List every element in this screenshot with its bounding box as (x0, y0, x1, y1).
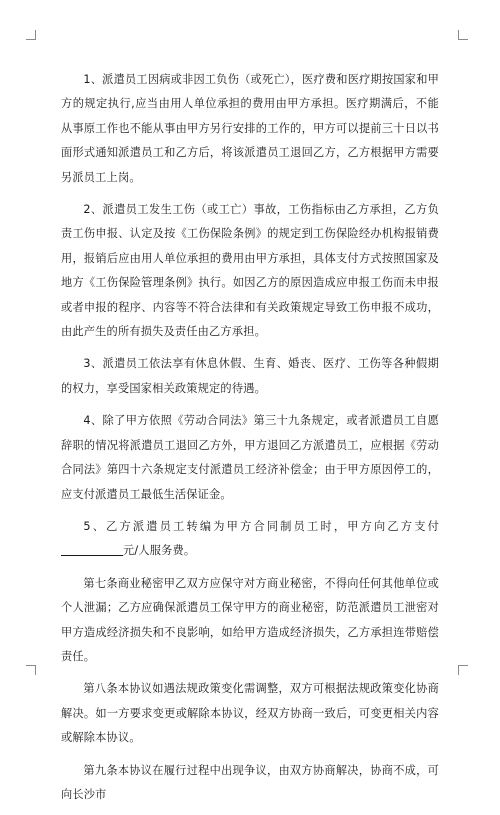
paragraph-article-7: 第七条商业秘密甲乙双方应保守对方商业秘密，不得向任何其他单位或个人泄漏；乙方应确保派遣员工保守甲方的商业秘密，防范派遣员工泄密对甲方造成经济损失和不良影响，如给甲方造成经济损失，乙方承担连带赔偿责任。 (61, 576, 439, 663)
crop-mark-top-right (458, 30, 468, 40)
crop-mark-bottom-left (26, 665, 36, 675)
fill-in-blank-line (61, 543, 123, 556)
paragraph-article-9: 第九条本协议在履行过程中出现争议，由双方协商解决，协商不成，可向长沙市 (61, 763, 439, 801)
paragraph-clause-4: 4、除了甲方依照《劳动合同法》第三十九条规定，或者派遣员工自愿辞职的情况将派遣员工退回乙方外，甲方退回乙方派遣员工，应根据《劳动合同法》第四十六条规定支付派遣员工经济补偿金；由于甲方原因停工的，应支付派遣员工最低生活保证金。 (61, 414, 439, 501)
clause-5-text-after-blank: 元/人服务费。 (123, 544, 196, 558)
paragraph-article-8: 第八条本协议如遇法规政策变化需调整，双方可根据法规政策变化协商解决。如一方要求变更或解除本协议，经双方协商一致后，可变更相关内容或解除本协议。 (61, 682, 439, 745)
clause-5-text-before-blank: 5、乙方派遣员工转编为甲方合同制员工时，甲方向乙方支付 (83, 519, 439, 533)
crop-mark-top-left (26, 30, 36, 40)
paragraph-clause-3: 3、派遣员工依法享有休息休假、生育、婚丧、医疗、工伤等各种假期的权力，享受国家相关政策规定的待遇。 (61, 357, 439, 395)
crop-mark-bottom-right (458, 665, 468, 675)
document-body (61, 68, 439, 815)
paragraph-clause-1: 1、派遣员工因病或非因工负伤（或死亡），医疗费和医疗期按国家和甲方的规定执行,应当由用人单位承担的费用由甲方承担。医疗期满后，不能从事原工作也不能从事由甲方另行安排的工作的，甲方可以提前三十日以书面形式通知派遣员工和乙方后，将该派遣员工退回乙方，乙方根据甲方需要另派员工上岗。 (61, 73, 439, 184)
paragraph-clause-2: 2、派遣员工发生工伤（或工亡）事故，工伤指标由乙方承担，乙方负责工伤申报、认定及按《工伤保险条例》的规定到工伤保险经办机构报销费用，报销后应由用人单位承担的费用由甲方承担，具体支付方式按照国家及地方《工伤保险管理条例》执行。如因乙方的原因造成应申报工伤而未申报或者申报的程序、内容等不符合法律和有关政策规定导致工伤申报不成功，由此产生的所有损失及责任由乙方承担。 (61, 203, 439, 339)
paragraph-clause-5 (61, 515, 439, 564)
